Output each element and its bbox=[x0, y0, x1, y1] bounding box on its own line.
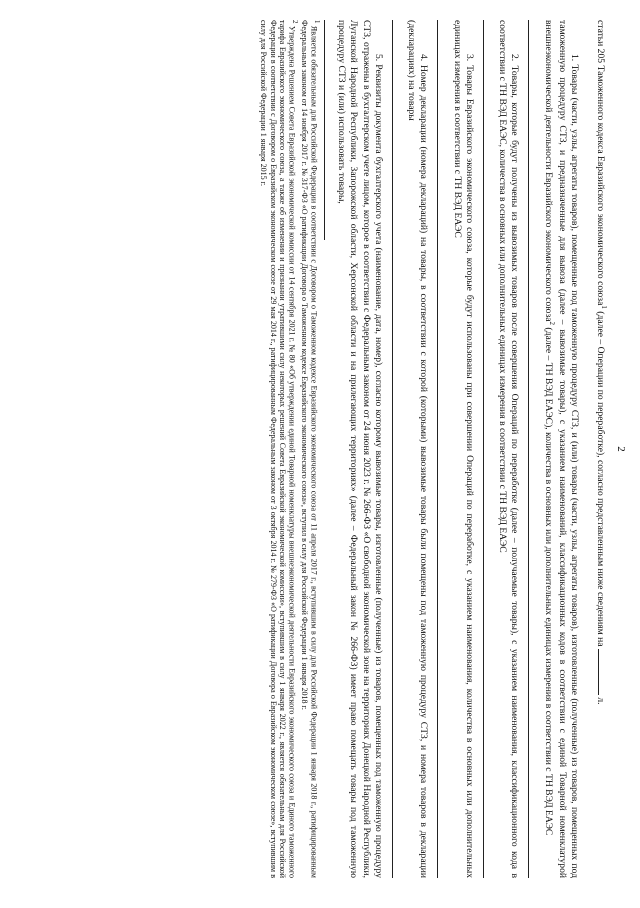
intro-text-3: л. bbox=[594, 697, 606, 705]
section-5-accounting-document: 5. Реквизиты документа бухгалтерского учета (наименование, дата, номер), согласно которому вывозимые товары, изготовленные (полученные) из товаров, помещенных под таможенную процедуру СТЗ, отражены в бухгалтерском учете лицом, которое в соответствии с Федеральным законом от 24 июня 2023 г. № 266-ФЗ «О свободной экономической зоне на территориях Донецкой Народной Республики, Луганской Народной Республики, Запорожской области, Херсонской области и на прилегающих территориях» (далее – Федеральный закон № 266-ФЗ) имеет право помещать товары под таможенную процедуру СТЗ и (или) использовать товары, bbox=[336, 20, 384, 878]
section-2-products: 2. Товары, которые будут получены из вывозимых товаров после совершения Операций по переработке (далее – получаемые товары), с указанием наименования, классификационного кода в соответствии с ТН ВЭД ЕАЭС, количества в основных или дополнительных единицах измерения в соответствии с ТН ВЭД ЕАЭС bbox=[497, 20, 521, 878]
section-4-declaration-number: 4. Номер декларации (номера деклараций) на товары, в соответствии с которой (которыми) вывозимые товары были помещены под таможенную процедуру СТЗ, и номера товаров в декларации (декларациях) на товары bbox=[406, 20, 430, 878]
page-number: 2 bbox=[615, 446, 627, 452]
intro-paragraph bbox=[593, 20, 607, 878]
footnote-1-mark: 1 bbox=[312, 20, 321, 24]
section-2-fill-line bbox=[483, 20, 496, 878]
footnote-2-mark: 2 bbox=[291, 20, 300, 24]
section-1-text-1: 1. Товары (части, узлы, агрегаты товаров), помещенные под таможенную процедуру СТЗ, и (или) товары (части, узлы, агрегаты товаров), изготовленные (полученные) из товаров, помещенных под таможенную процедуру СТЗ, и предназначенные для вывоза (далее – вывозимые товары), с указанием наименований, классификационных кодов в соответствии с единой Товарной номенклатурой внешнеэкономической деятельности Евразийского экономического союза bbox=[542, 20, 581, 878]
section-1-text-2: (далее – ТН ВЭД ЕАЭС), количества в основных или дополнительных единицах измерения в соответствии с ТН ВЭД ЕАЭС bbox=[542, 325, 554, 836]
sheet-count-blank bbox=[598, 649, 608, 695]
footnote-ref-1: 1 bbox=[599, 305, 608, 309]
section-1-fill-line bbox=[528, 20, 541, 878]
footnote-1 bbox=[299, 20, 321, 878]
footnote-ref-2: 2 bbox=[547, 321, 556, 326]
section-3-fill-line bbox=[437, 20, 450, 878]
section-4-fill-line bbox=[392, 20, 405, 878]
footnote-1-text: Является обязательным для Российской Федерации в соответствии с Договором о Таможенном кодексе Евразийского экономического союза от 11 апреля 2017 г., вступившим в силу для Российской Федерации 1 января 2018 г., ратифицированным Федеральным законом от 14 ноября 2017 г. № 317-ФЗ «О ратификации Договора о Таможенном кодексе Евразийского экономического союза», вступил в силу для Российской Федерации 1 января 2018 г. bbox=[299, 20, 319, 878]
section-1-goods bbox=[541, 20, 580, 878]
footnote-separator bbox=[324, 20, 325, 240]
section-3-eaeu-goods: 3. Товары Евразийского экономического союза, которые будут использованы при совершении Операций по переработке, с указанием наименования, количества в основных или дополнительных единицах измерения в соответствии с ТН ВЭД ЕАЭС bbox=[451, 20, 475, 878]
footnote-2 bbox=[259, 20, 299, 878]
intro-text-2: (далее – Операции по переработке), согласно представленным ниже сведениям на bbox=[594, 308, 606, 647]
intro-text-1: статьи 205 Таможенного кодекса Евразийского экономического союза bbox=[594, 20, 606, 306]
footnote-2-text: Утверждена Решением Совета Евразийской экономической комиссии от 14 сентября 2021 г. № 80 «Об утверждении единой Товарной номенклатуры внешнеэкономической деятельности Евразийского экономического союза и Единого таможенного тарифа Евразийского экономического союза, а также об изменении и признании утратившими силу некоторых решений Совета Евразийской экономической комиссии», вступившим в силу 1 января 2022 г., является обязательным для Российской Федерации в соответствии с Договором о Евразийском экономическом союзе от 29 мая 2014 г., ратифицированным Федеральным законом от 3 октября 2014 г. № 279-ФЗ «О ратификации Договора о Евразийском экономическом союзе», вступившим в силу для Российской Федерации 1 января 2015 г. bbox=[259, 20, 297, 878]
